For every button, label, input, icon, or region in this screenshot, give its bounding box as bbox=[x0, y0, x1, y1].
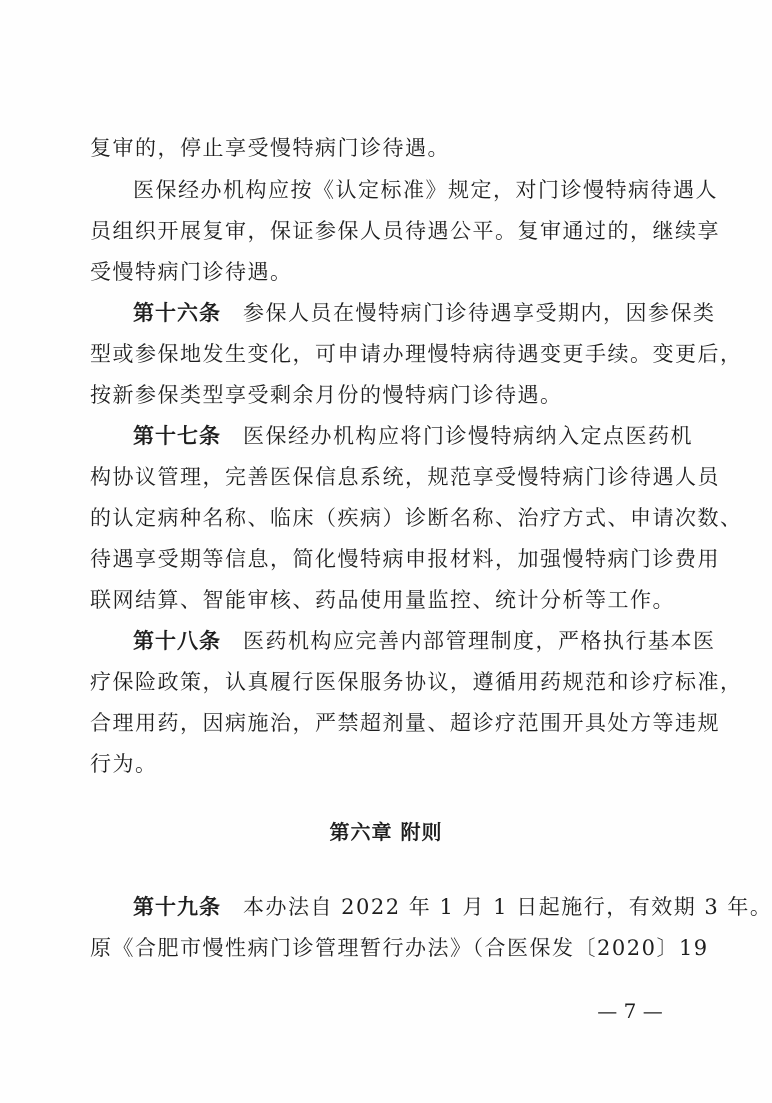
article-16-first-line bbox=[133, 299, 716, 327]
article-18-heading: 第十八条 bbox=[133, 629, 221, 653]
paragraph-line: 待遇享受期等信息，简化慢特病申报材料，加强慢特病门诊费用 bbox=[90, 547, 720, 571]
paragraph-line: 合理用药，因病施治，严禁超剂量、超诊疗范围开具处方等违规 bbox=[90, 711, 720, 735]
article-19-first-line bbox=[133, 893, 772, 921]
paragraph-line: 医保经办机构应按《认定标准》规定，对门诊慢特病待遇人 bbox=[133, 178, 718, 202]
article-19-heading: 第十九条 bbox=[133, 895, 221, 919]
paragraph-line: 行为。 bbox=[90, 752, 158, 776]
paragraph-line: 疗保险政策，认真履行医保服务协议，遵循用药规范和诊疗标准， bbox=[90, 670, 743, 694]
article-17-first-line bbox=[133, 422, 693, 450]
chapter-title: 第六章 附则 bbox=[329, 820, 443, 844]
article-16-heading: 第十六条 bbox=[133, 301, 221, 325]
article-17-text: 医保经办机构应将门诊慢特病纳入定点医药机 bbox=[243, 424, 693, 448]
paragraph-line: 联网结算、智能审核、药品使用量监控、统计分析等工作。 bbox=[90, 588, 675, 612]
article-16-text: 参保人员在慢特病门诊待遇享受期内，因参保类 bbox=[243, 301, 716, 325]
paragraph-line: 受慢特病门诊待遇。 bbox=[90, 260, 293, 284]
paragraph-line: 员组织开展复审，保证参保人员待遇公平。复审通过的，继续享 bbox=[90, 219, 720, 243]
paragraph-line: 原《合肥市慢性病门诊管理暂行办法》（合医保发〔2020〕19 bbox=[90, 936, 709, 960]
paragraph-line: 按新参保类型享受剩余月份的慢特病门诊待遇。 bbox=[90, 383, 563, 407]
paragraph-line: 型或参保地发生变化，可申请办理慢特病待遇变更手续。变更后， bbox=[90, 342, 743, 366]
article-17-heading: 第十七条 bbox=[133, 424, 221, 448]
article-19-text: 本办法自 2022 年 1 月 1 日起施行，有效期 3 年。 bbox=[243, 895, 772, 919]
paragraph-line: 的认定病种名称、临床（疾病）诊断名称、治疗方式、申请次数、 bbox=[90, 506, 743, 530]
paragraph-line: 复审的，停止享受慢特病门诊待遇。 bbox=[90, 136, 450, 160]
page-number: — 7 — bbox=[597, 999, 663, 1023]
article-18-first-line bbox=[133, 627, 716, 655]
paragraph-line: 构协议管理，完善医保信息系统，规范享受慢特病门诊待遇人员 bbox=[90, 465, 720, 489]
article-18-text: 医药机构应完善内部管理制度，严格执行基本医 bbox=[243, 629, 716, 653]
